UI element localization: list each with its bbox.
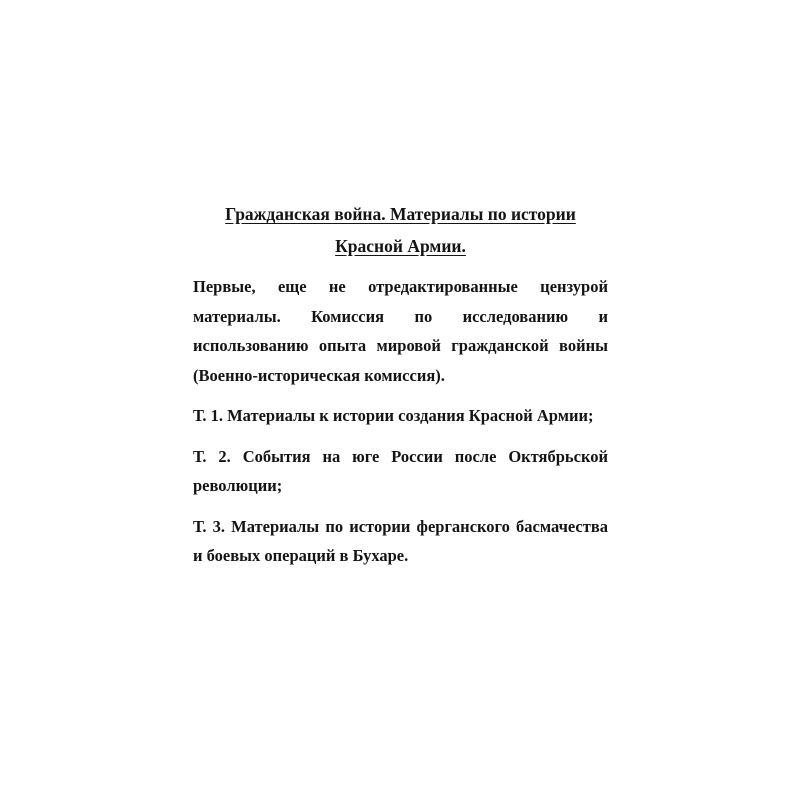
volume-1-paragraph: Т. 1. Материалы к истории создания Красной Армии; [193, 406, 594, 425]
document-title [193, 198, 608, 262]
document-content [193, 198, 608, 582]
title-line-2: Красной Армии. [335, 236, 466, 256]
intro-paragraph: Первые, еще не отредактированные цензурой материалы. Комиссия по исследованию и использованию опыта мировой гражданской войны (Военно-историческая комиссия). [193, 277, 608, 385]
title-line-1: Гражданская война. Материалы по истории [225, 204, 576, 224]
volume-3-paragraph: Т. 3. Материалы по истории ферганского басмачества и боевых операций в Бухаре. [193, 516, 608, 565]
volume-2-paragraph: Т. 2. События на юге России после Октябрьской революции; [193, 446, 608, 495]
